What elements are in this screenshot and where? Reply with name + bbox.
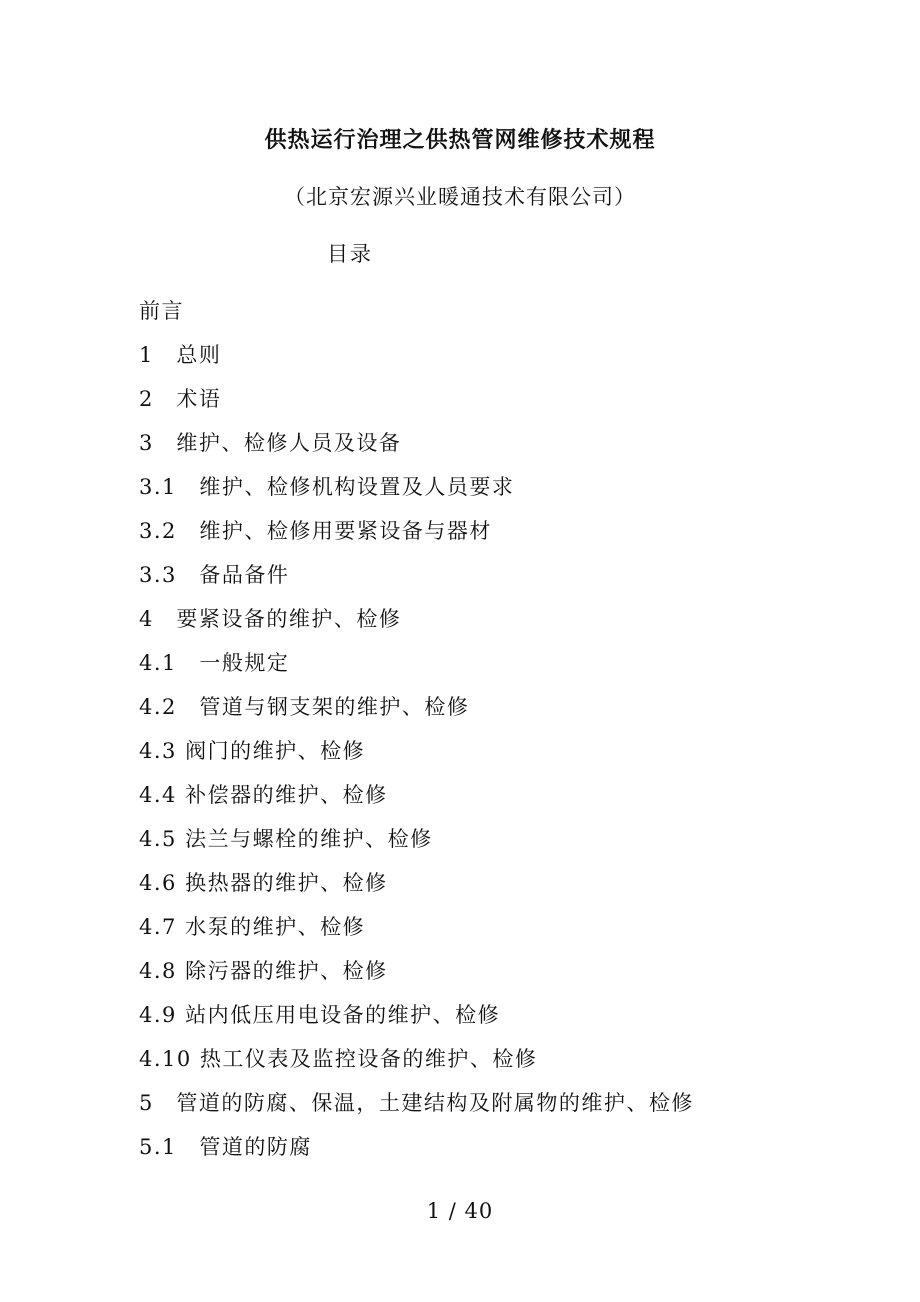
toc-item: 前言 bbox=[139, 299, 184, 323]
toc-item: 5.1 管道的防腐 bbox=[139, 1135, 312, 1159]
toc-item: 4.9 站内低压用电设备的维护、检修 bbox=[139, 1003, 501, 1027]
toc-item: 5 管道的防腐、保温，土建结构及附属物的维护、检修 bbox=[139, 1091, 694, 1115]
page-number: 1 / 40 bbox=[426, 1199, 494, 1223]
toc-item: 3 维护、检修人员及设备 bbox=[139, 431, 402, 455]
toc-item: 4.1 一般规定 bbox=[139, 651, 290, 675]
toc-item: 3.3 备品备件 bbox=[139, 563, 290, 587]
toc-item: 3.2 维护、检修用要紧设备与器材 bbox=[139, 519, 492, 543]
document-subtitle: （北京宏源兴业暖通技术有限公司） bbox=[284, 185, 636, 209]
document-title: 供热运行治理之供热管网维修技术规程 bbox=[264, 127, 656, 153]
toc-item: 4.6 换热器的维护、检修 bbox=[139, 871, 388, 895]
toc-item: 4.10 热工仪表及监控设备的维护、检修 bbox=[139, 1047, 538, 1071]
toc-item: 2 术语 bbox=[139, 387, 222, 411]
toc-item: 1 总则 bbox=[139, 343, 222, 367]
toc-item: 4.3 阀门的维护、检修 bbox=[139, 739, 366, 763]
toc-item: 4.2 管道与钢支架的维护、检修 bbox=[139, 695, 470, 719]
toc-item: 4.4 补偿器的维护、检修 bbox=[139, 783, 388, 807]
toc-item: 4.7 水泵的维护、检修 bbox=[139, 915, 366, 939]
table-of-contents bbox=[139, 294, 694, 1174]
toc-item: 3.1 维护、检修机构设置及人员要求 bbox=[139, 475, 515, 499]
toc-item: 4.5 法兰与螺栓的维护、检修 bbox=[139, 827, 433, 851]
toc-item: 4.8 除污器的维护、检修 bbox=[139, 959, 388, 983]
toc-item: 4 要紧设备的维护、检修 bbox=[139, 607, 402, 631]
toc-heading: 目录 bbox=[327, 242, 373, 266]
